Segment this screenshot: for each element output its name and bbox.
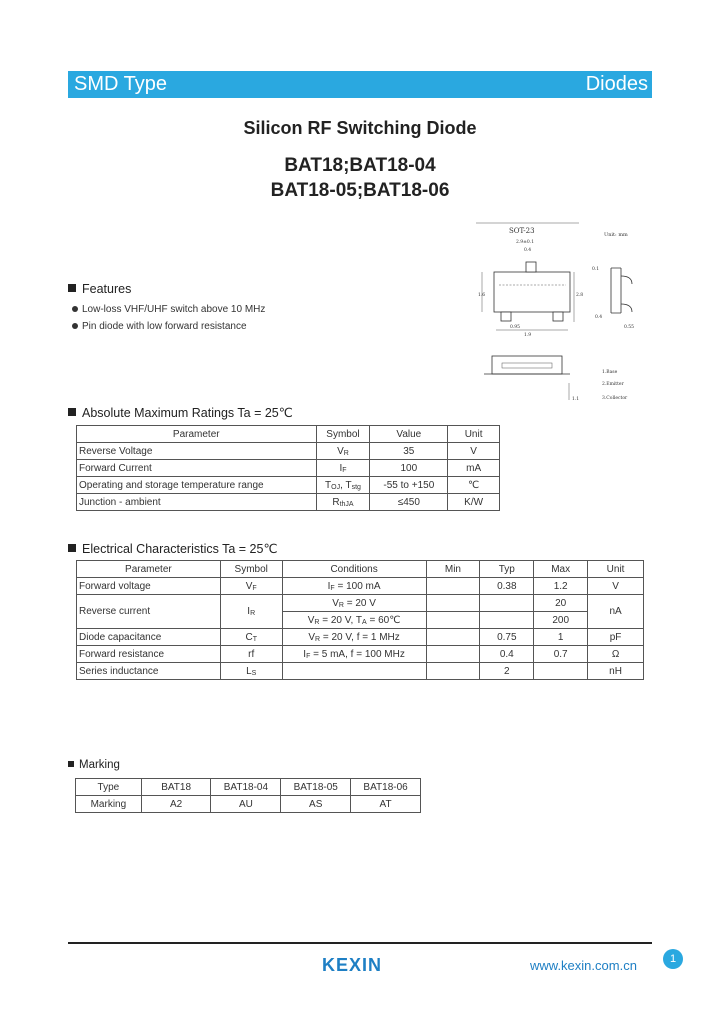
svg-text:1.1: 1.1 xyxy=(572,397,580,402)
table-row: Series inductance $L_S$ 2 nH xyxy=(77,663,644,680)
pin-3-label: 3.Collector xyxy=(602,396,628,401)
table-row: Type BAT18 BAT18-04 BAT18-05 BAT18-06 xyxy=(76,779,421,796)
website-link[interactable]: www.kexin.com.cn xyxy=(530,958,637,973)
abs-max-table xyxy=(76,425,500,511)
package-drawing xyxy=(474,218,649,413)
section-marker-icon xyxy=(68,408,76,416)
svg-text:2.9±0.1: 2.9±0.1 xyxy=(516,240,535,245)
table-row: Marking A2 AU AS AT xyxy=(76,796,421,813)
table-row: Forward resistance rf $I_F = 5$ mA, f = 100 MHz 0.4 0.7 Ω xyxy=(77,646,644,663)
part-line-2: BAT18-05;BAT18-06 xyxy=(270,180,450,201)
svg-text:2.8: 2.8 xyxy=(576,293,584,298)
table-row: Forward voltage $V_F$ $I_F = 100$ mA 0.38 1.2 V xyxy=(77,578,644,595)
svg-text:0.4: 0.4 xyxy=(595,315,603,320)
doc-title: Silicon RF Switching Diode xyxy=(243,118,477,138)
feature-item: Low-loss VHF/UHF switch above 10 MHz xyxy=(72,304,265,315)
table-row: Junction - ambient $R_{thJA}$ ≤450 K/W xyxy=(77,494,500,511)
marking-table xyxy=(75,778,421,813)
table-row: Diode capacitance $C_T$ $V_R = 20$ V, f = 1 MHz 0.75 1 pF xyxy=(77,629,644,646)
svg-text:1.6: 1.6 xyxy=(478,293,486,298)
section-marker-icon xyxy=(68,761,74,767)
table-row: Operating and storage temperature range $T_{OJ}$, $T_{stg}$ -55 to +150 ℃ xyxy=(77,477,500,494)
elec-table xyxy=(76,560,644,680)
svg-text:1.9: 1.9 xyxy=(524,333,532,338)
feature-item: Pin diode with low forward resistance xyxy=(72,321,247,332)
marking-heading: Marking xyxy=(68,759,120,771)
table-header-row: Parameter Symbol Value Unit xyxy=(77,426,500,443)
table-row: Forward Current $I_F$ 100 mA xyxy=(77,460,500,477)
elec-heading: Electrical Characteristics Ta = 25℃ xyxy=(68,541,277,556)
kexin-logo: KEXIN xyxy=(322,955,383,975)
table-row: $V_R = 20$ V, $T_A$ = 60℃ 200 xyxy=(77,612,644,629)
pin-2-label: 2.Emitter xyxy=(602,382,624,387)
section-marker-icon xyxy=(68,544,76,552)
table-row: Reverse Voltage $V_R$ 35 V xyxy=(77,443,500,460)
package-name: SOT-23 xyxy=(509,227,535,235)
part-line-1: BAT18;BAT18-04 xyxy=(284,155,436,176)
footer-divider xyxy=(68,942,652,944)
pin-1-label: 1.Base xyxy=(602,370,618,375)
table-row: Reverse current $I_R$ $V_R = 20$ V 20 nA xyxy=(77,595,644,612)
svg-text:0.55: 0.55 xyxy=(624,325,635,330)
header-bar xyxy=(68,71,652,98)
table-header-row: Parameter Symbol Conditions Min Typ Max Unit xyxy=(77,561,644,578)
section-marker-icon xyxy=(68,284,76,292)
header-type: Diodes xyxy=(585,73,648,95)
svg-text:0.95: 0.95 xyxy=(510,325,521,330)
features-heading: Features xyxy=(68,282,131,296)
package-unit: Unit: mm xyxy=(604,232,628,238)
svg-text:0.4: 0.4 xyxy=(524,248,532,253)
bullet-icon xyxy=(72,306,78,312)
abs-max-heading: Absolute Maximum Ratings Ta = 25℃ xyxy=(68,405,293,420)
page-number: 1 xyxy=(663,949,683,969)
svg-text:0.1: 0.1 xyxy=(592,267,600,272)
header-category: SMD Type xyxy=(74,73,167,95)
bullet-icon xyxy=(72,323,78,329)
